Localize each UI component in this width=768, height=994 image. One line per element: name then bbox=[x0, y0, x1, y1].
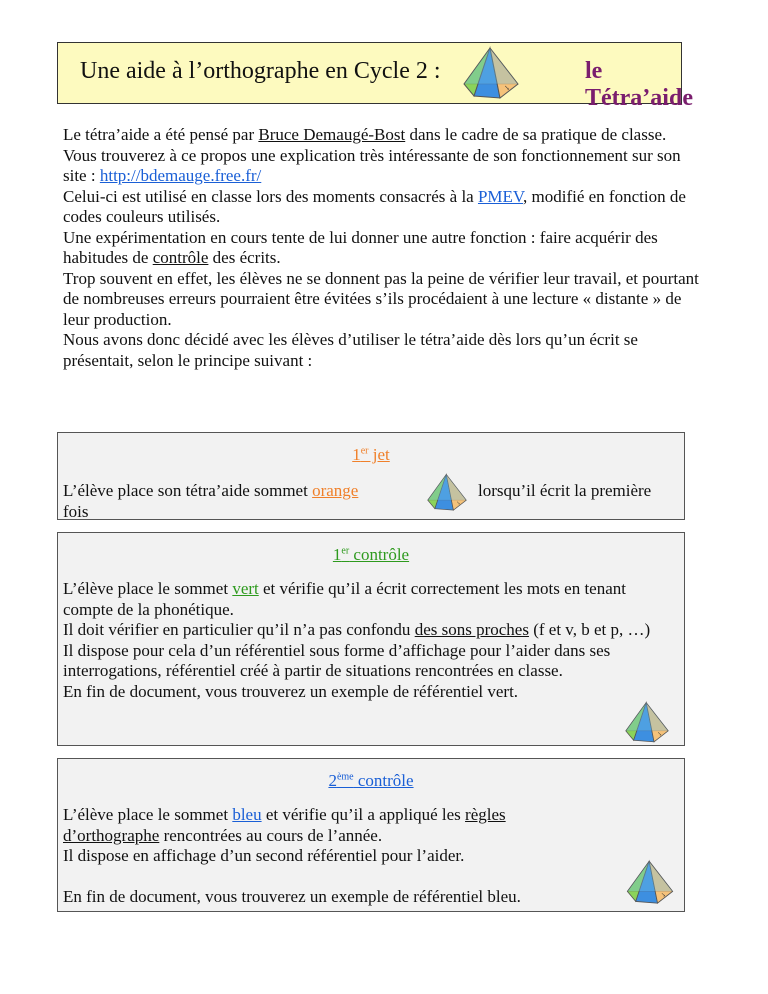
intro-paragraph: Vous trouverez à ce propos une explication très intéressante de son fonctionnement sur son site : http://bdemauge.free.fr/ bbox=[63, 145, 681, 185]
step-box-first-check bbox=[57, 532, 685, 746]
step-text: L’élève place le sommet vert et vérifie qu’il a écrit correctement les mots en tenant compte de la phonétique. Il doit vérifier en particulier qu’il n’a pas confondu des sons proches (f et v, b et p, …) Il dispose pour cela d’un référentiel sous forme d’affichage pour l’aider dans ses interrogations, référentiel créé à partir de situations rencontrées en classe. En fin de document, vous trouverez un exemple de référentiel vert. bbox=[63, 579, 651, 701]
step-text: L’élève place son tétra’aide sommet orange fois bbox=[63, 481, 359, 521]
tetra-pyramid-icon bbox=[458, 46, 524, 102]
step-title: 2ème contrôle bbox=[328, 771, 414, 790]
step-title: 1er contrôle bbox=[332, 545, 410, 564]
step-box-second-check bbox=[57, 758, 685, 912]
intro-text bbox=[63, 125, 703, 371]
tetra-pyramid-icon bbox=[424, 473, 470, 513]
site-link[interactable]: http://bdemauge.free.fr/ bbox=[99, 166, 262, 185]
step-text-end: lorsqu’il écrit la première bbox=[478, 481, 652, 500]
pmev-link[interactable]: PMEV bbox=[477, 186, 524, 206]
intro-paragraph: Nous avons donc décidé avec les élèves d’utiliser le tétra’aide dès lors qu’un écrit se présentait, selon le principe suivant : bbox=[63, 330, 638, 370]
intro-paragraph: Trop souvent en effet, les élèves ne se donnent pas la peine de vérifier leur travail, et pourtant de nombreuses erreurs pourraient être évitées s’ils procédaient à une lecture « distante » de leur production. bbox=[63, 268, 699, 329]
step-title: 1er jet bbox=[352, 445, 390, 464]
tetra-pyramid-icon bbox=[622, 701, 672, 745]
intro-paragraph: Celui-ci est utilisé en classe lors des moments consacrés à la PMEV, modifié en fonction de codes couleurs utilisés. bbox=[63, 186, 686, 226]
step-box-first-draft bbox=[57, 432, 685, 520]
intro-paragraph: Le tétra’aide a été pensé par Bruce Demaugé-Bost dans le cadre de sa pratique de classe. bbox=[63, 125, 667, 144]
title-box bbox=[57, 42, 693, 111]
intro-paragraph: Une expérimentation en cours tente de lui donner une autre fonction : faire acquérir des habitudes de contrôle des écrits. bbox=[63, 227, 658, 267]
page-title: Une aide à l’orthographe en Cycle 2 : bbox=[80, 58, 441, 84]
title-accent: le Tétra’aide bbox=[585, 58, 693, 111]
tetra-pyramid-icon bbox=[624, 859, 676, 907]
step-text: L’élève place le sommet bleu et vérifie qu’il a appliqué les règles d’orthographe rencontrées au cours de l’année. Il dispose en affichage d’un second référentiel pour l’aider. En fin de document, vous trouverez un exemple de référentiel bleu. bbox=[63, 805, 521, 906]
